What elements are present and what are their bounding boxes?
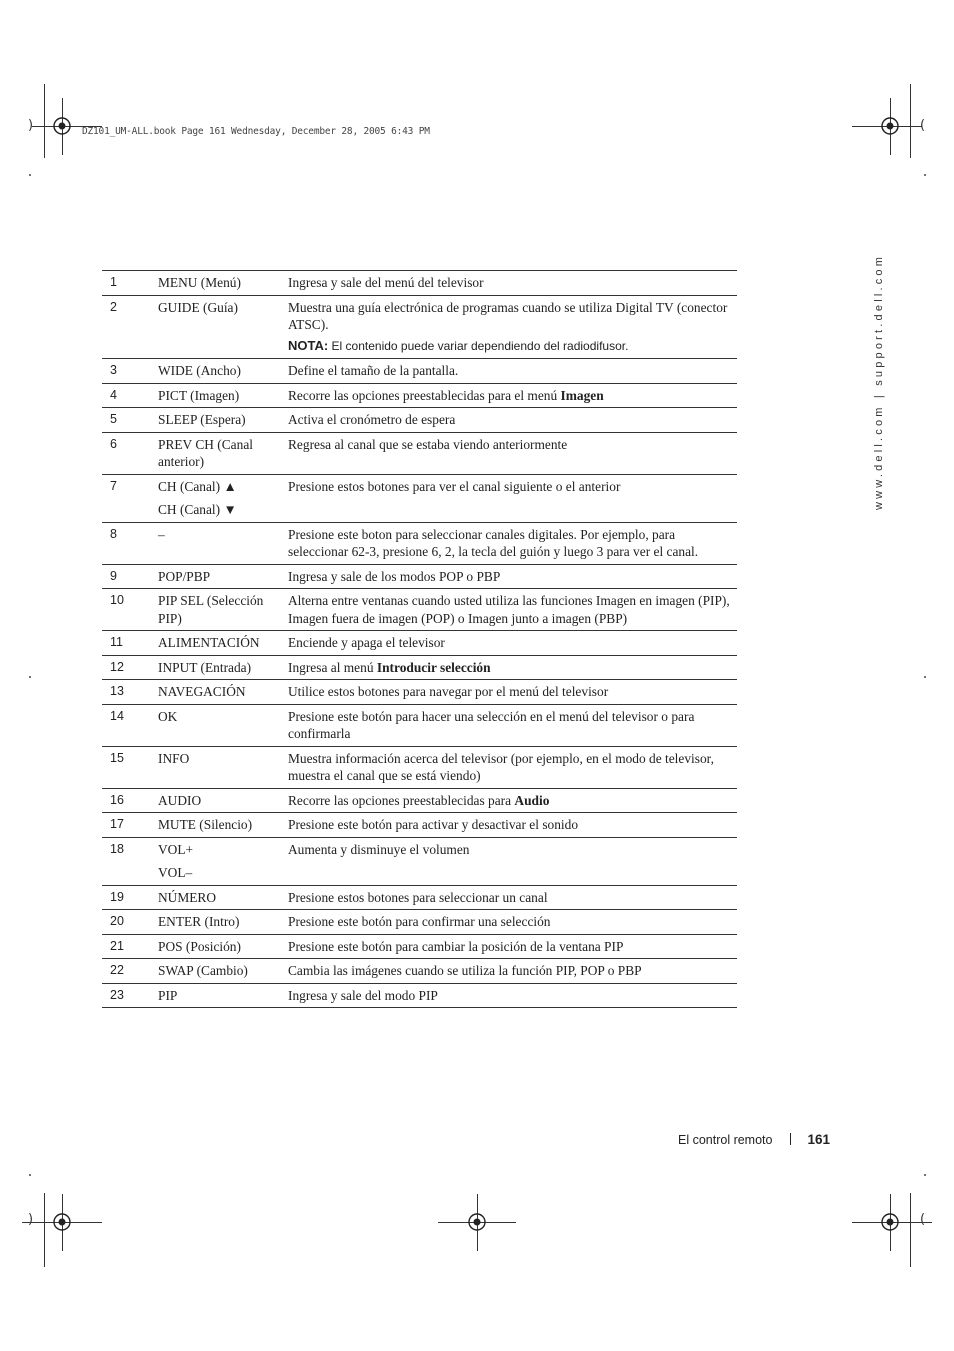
description-text: Ingresa al menú — [288, 659, 377, 675]
button-name-cell — [158, 408, 288, 433]
button-name: NAVEGACIÓN — [158, 684, 246, 699]
table-row — [102, 589, 737, 631]
description-cell — [288, 983, 737, 1008]
row-number: 20 — [110, 914, 124, 928]
button-name-cell — [158, 746, 288, 788]
description-cell — [288, 934, 737, 959]
row-number: 17 — [110, 817, 124, 831]
description-cell — [288, 959, 737, 984]
button-name-cell — [158, 910, 288, 935]
table-row — [102, 885, 737, 910]
note-label: NOTA: — [288, 337, 329, 353]
description-text: Aumenta y disminuye el volumen — [288, 841, 470, 857]
row-number: 6 — [110, 436, 117, 451]
description-text: Regresa al canal que se estaba viendo anteriormente — [288, 436, 568, 452]
button-name: OK — [158, 708, 178, 724]
registration-mark-icon — [466, 1211, 488, 1233]
button-name: MUTE (Silencio) — [158, 817, 253, 832]
note-text: El contenido puede variar dependiendo del radiodifusor. — [328, 338, 629, 353]
description-text: Presione este botón para cambiar la posición de la ventana PIP — [288, 938, 624, 954]
table-row — [102, 564, 737, 589]
row-number: 13 — [110, 684, 124, 698]
button-name: ALIMENTACIÓN — [158, 635, 260, 650]
button-name: VOL+ — [158, 841, 194, 857]
description-text: Recorre las opciones preestablecidas para — [288, 792, 515, 808]
side-url-text: www.dell.com | support.dell.com — [873, 253, 885, 510]
button-name-cell — [158, 432, 288, 474]
description-cell — [288, 295, 737, 359]
trim-dot — [29, 676, 31, 678]
table-row — [102, 788, 737, 813]
table-row — [102, 522, 737, 564]
button-name-cell — [158, 522, 288, 564]
table-row — [102, 295, 737, 359]
button-name-cell — [158, 383, 288, 408]
description-emphasis: Imagen — [560, 387, 604, 403]
button-name-secondary: CH (Canal) ▼ — [158, 502, 237, 517]
description-cell — [288, 383, 737, 408]
button-name-cell — [158, 271, 288, 296]
button-name: POS (Posición) — [158, 938, 241, 954]
button-name: WIDE (Ancho) — [158, 363, 241, 378]
description-text: Presione estos botones para seleccionar un canal — [288, 889, 548, 905]
description-cell — [288, 788, 737, 813]
crop-mark — [44, 84, 45, 158]
button-name: PIP — [158, 987, 178, 1003]
button-name-cell — [158, 704, 288, 746]
table-row — [102, 746, 737, 788]
button-name-cell — [158, 589, 288, 631]
row-number: 19 — [110, 889, 124, 904]
table-row — [102, 474, 737, 522]
trim-dot — [924, 174, 926, 176]
button-name-cell — [158, 359, 288, 384]
table-row — [102, 408, 737, 433]
description-text: Alterna entre ventanas cuando usted utiliza las funciones Imagen en imagen (PIP), Imagen fuera de imagen (POP) o Imagen junto a imagen (PBP) — [288, 593, 730, 626]
description-text: Presione este botón para activar y desactivar el sonido — [288, 817, 579, 832]
crop-bracket-icon: ) — [28, 1212, 34, 1227]
table-row — [102, 704, 737, 746]
registration-mark-icon — [51, 115, 73, 137]
button-name: – — [158, 526, 165, 542]
button-name: PREV CH (Canal anterior) — [158, 436, 253, 469]
button-name-cell — [158, 295, 288, 359]
registration-mark-icon — [879, 115, 901, 137]
description-cell — [288, 359, 737, 384]
table-row — [102, 271, 737, 296]
row-number: 3 — [110, 363, 117, 377]
crop-bracket-icon: ) — [28, 118, 34, 133]
button-name: INFO — [158, 750, 190, 766]
description-text: Define el tamaño de la pantalla. — [288, 363, 459, 378]
crop-bracket-icon: ( — [920, 118, 926, 133]
button-name: ENTER (Intro) — [158, 914, 240, 929]
button-name: INPUT (Entrada) — [158, 659, 252, 675]
description-cell — [288, 408, 737, 433]
crop-mark — [910, 84, 911, 158]
button-name: SWAP (Cambio) — [158, 963, 248, 978]
row-number: 7 — [110, 478, 117, 493]
button-name-cell — [158, 564, 288, 589]
row-number: 12 — [110, 659, 124, 674]
row-number: 4 — [110, 387, 117, 402]
button-name-cell — [158, 934, 288, 959]
description-text: Ingresa y sale del menú del televisor — [288, 275, 484, 290]
description-cell — [288, 631, 737, 656]
button-name: CH (Canal) ▲ — [158, 478, 237, 494]
row-number: 8 — [110, 526, 117, 541]
trim-dot — [924, 676, 926, 678]
row-number: 23 — [110, 987, 124, 1002]
table-row — [102, 432, 737, 474]
button-name: MENU (Menú) — [158, 275, 241, 290]
description-cell — [288, 655, 737, 680]
footer-divider — [790, 1133, 791, 1145]
registration-mark-icon — [51, 1211, 73, 1233]
description-text: Presione este boton para seleccionar canales digitales. Por ejemplo, para seleccionar 62-3, presione 6, 2, la tecla del guión y luego 3 para ver el canal. — [288, 526, 699, 559]
table-row — [102, 813, 737, 838]
description-cell — [288, 746, 737, 788]
description-cell — [288, 522, 737, 564]
trim-dot — [924, 1174, 926, 1176]
description-cell — [288, 813, 737, 838]
description-text: Ingresa y sale del modo PIP — [288, 987, 438, 1003]
row-number: 2 — [110, 299, 117, 314]
page-number: 161 — [807, 1132, 830, 1147]
table-row — [102, 655, 737, 680]
description-text: Muestra una guía electrónica de programas cuando se utiliza Digital TV (conector ATSC). — [288, 299, 728, 332]
button-name-cell — [158, 474, 288, 522]
row-number: 18 — [110, 841, 124, 856]
row-number: 10 — [110, 593, 124, 607]
table-row — [102, 983, 737, 1008]
description-cell — [288, 564, 737, 589]
remote-buttons-table — [102, 270, 737, 1008]
table-row — [102, 959, 737, 984]
table-row — [102, 837, 737, 885]
button-name-cell — [158, 837, 288, 885]
button-name: PICT (Imagen) — [158, 387, 240, 403]
button-name-cell — [158, 655, 288, 680]
table-row — [102, 383, 737, 408]
description-cell — [288, 910, 737, 935]
note — [288, 337, 733, 356]
description-text: Muestra información acerca del televisor (por ejemplo, en el modo de televisor, muestra el canal que se está viendo) — [288, 750, 714, 783]
button-name: SLEEP (Espera) — [158, 412, 246, 427]
button-name-secondary: VOL– — [158, 865, 193, 880]
print-slug: DZ101_UM-ALL.book Page 161 Wednesday, December 28, 2005 6:43 PM — [82, 126, 430, 137]
table-row — [102, 359, 737, 384]
row-number: 11 — [110, 635, 123, 649]
trim-dot — [29, 1174, 31, 1176]
description-text: Ingresa y sale de los modos POP o PBP — [288, 568, 501, 584]
description-emphasis: Audio — [514, 792, 550, 808]
row-number: 1 — [110, 275, 117, 289]
description-cell — [288, 474, 737, 522]
button-name-cell — [158, 813, 288, 838]
row-number: 9 — [110, 568, 117, 583]
trim-dot — [29, 174, 31, 176]
button-name: POP/PBP — [158, 568, 211, 584]
description-text: Cambia las imágenes cuando se utiliza la función PIP, POP o PBP — [288, 963, 642, 978]
button-name-cell — [158, 680, 288, 705]
button-name: PIP SEL (Selección PIP) — [158, 593, 264, 626]
table-row — [102, 631, 737, 656]
description-text: Activa el cronómetro de espera — [288, 412, 456, 427]
crop-bracket-icon: ( — [920, 1212, 926, 1227]
description-text: Enciende y apaga el televisor — [288, 635, 445, 650]
registration-mark-icon — [879, 1211, 901, 1233]
description-cell — [288, 704, 737, 746]
row-number: 14 — [110, 708, 124, 723]
button-name: GUIDE (Guía) — [158, 299, 238, 315]
description-emphasis: Introducir selección — [376, 659, 491, 675]
description-cell — [288, 680, 737, 705]
row-number: 5 — [110, 412, 117, 426]
description-cell — [288, 589, 737, 631]
description-cell — [288, 885, 737, 910]
button-name: NÚMERO — [158, 889, 217, 905]
button-name-cell — [158, 631, 288, 656]
row-number: 21 — [110, 938, 124, 953]
description-cell — [288, 432, 737, 474]
description-text: Recorre las opciones preestablecidas para el menú — [288, 387, 561, 403]
crop-mark — [44, 1193, 45, 1267]
button-name: AUDIO — [158, 792, 202, 808]
description-text: Presione este botón para confirmar una selección — [288, 914, 551, 929]
crop-mark — [910, 1193, 911, 1267]
description-cell — [288, 837, 737, 885]
button-name-cell — [158, 885, 288, 910]
footer-section-title: El control remoto — [677, 1133, 773, 1147]
row-number: 16 — [110, 792, 124, 807]
description-text: Utilice estos botones para navegar por el menú del televisor — [288, 684, 609, 699]
button-name-cell — [158, 983, 288, 1008]
description-text: Presione este botón para hacer una selección en el menú del televisor o para confirmarla — [288, 708, 695, 741]
page-footer — [678, 1132, 830, 1147]
table-row — [102, 910, 737, 935]
button-name-cell — [158, 788, 288, 813]
description-text: Presione estos botones para ver el canal siguiente o el anterior — [288, 478, 621, 494]
row-number: 22 — [110, 963, 124, 977]
table-row — [102, 680, 737, 705]
description-cell — [288, 271, 737, 296]
table-row — [102, 934, 737, 959]
row-number: 15 — [110, 750, 124, 765]
button-name-cell — [158, 959, 288, 984]
